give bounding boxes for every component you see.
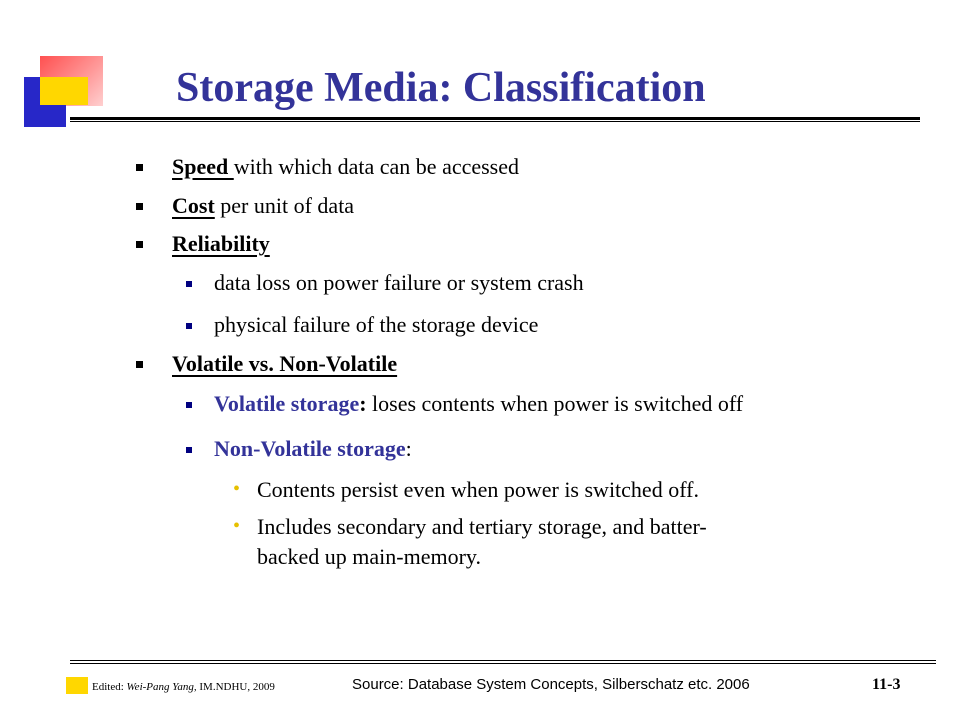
logo-yellow-square	[40, 77, 88, 105]
title-divider	[70, 117, 920, 122]
sub-bullet-text: data loss on power failure or system crash	[214, 270, 584, 295]
sub-sub-bullet-includes-continued	[257, 544, 481, 570]
bullet-volatile	[172, 351, 397, 377]
bullet-cost	[172, 193, 354, 219]
slide-title: Storage Media: Classification	[176, 65, 706, 111]
sub-bullet-volatile-storage	[214, 391, 743, 417]
sub-sub-bullet-text-line2: backed up main-memory.	[257, 544, 481, 569]
volatile-colon: :	[359, 391, 367, 416]
speed-term: Speed	[172, 154, 234, 179]
sub-sub-bullet-text-line1: Includes secondary and tertiary storage, and batter-	[257, 514, 707, 539]
sub-bullet-marker	[186, 402, 192, 408]
sub-bullet-power-failure	[214, 270, 584, 296]
footer-edited-credit	[92, 681, 275, 693]
bullet-reliability	[172, 231, 270, 257]
nonvolatile-colon: :	[405, 436, 412, 461]
volatile-heading: Volatile vs. Non-Volatile	[172, 351, 398, 376]
dot-bullet-marker: •	[233, 478, 241, 500]
bullet-marker	[136, 361, 143, 368]
sub-bullet-marker	[186, 281, 192, 287]
sub-bullet-text: physical failure of the storage device	[214, 312, 539, 337]
sub-sub-bullet-includes	[233, 514, 707, 540]
volatile-storage-description: loses contents when power is switched off	[366, 391, 744, 416]
sub-sub-bullet-persist	[233, 477, 699, 503]
bullet-marker	[136, 203, 143, 210]
edited-org: IM.NDHU, 2009	[196, 681, 275, 693]
sub-bullet-marker	[186, 323, 192, 329]
speed-description: with which data can be accessed	[233, 154, 520, 179]
volatile-storage-term: Volatile storage	[214, 391, 360, 416]
reliability-term: Reliability	[172, 231, 270, 256]
slide-page-number: 11-3	[872, 676, 901, 693]
nonvolatile-storage-term: Non-Volatile storage	[214, 436, 406, 461]
cost-description: per unit of data	[214, 193, 355, 218]
sub-bullet-physical-failure	[214, 312, 538, 338]
dot-bullet-marker: •	[233, 515, 241, 537]
edited-label: Edited:	[92, 681, 127, 693]
edited-author: Wei-Pang Yang,	[126, 681, 197, 693]
footer-yellow-swatch	[66, 677, 88, 694]
sub-bullet-marker	[186, 447, 192, 453]
bullet-speed	[172, 154, 519, 180]
footer-source: Source: Database System Concepts, Silberschatz etc. 2006	[352, 676, 750, 693]
footer-divider	[70, 660, 936, 664]
sub-bullet-nonvolatile-storage	[214, 436, 412, 462]
cost-term: Cost	[172, 193, 215, 218]
bullet-marker	[136, 241, 143, 248]
sub-sub-bullet-text: Contents persist even when power is switched off.	[257, 477, 699, 502]
bullet-marker	[136, 164, 143, 171]
